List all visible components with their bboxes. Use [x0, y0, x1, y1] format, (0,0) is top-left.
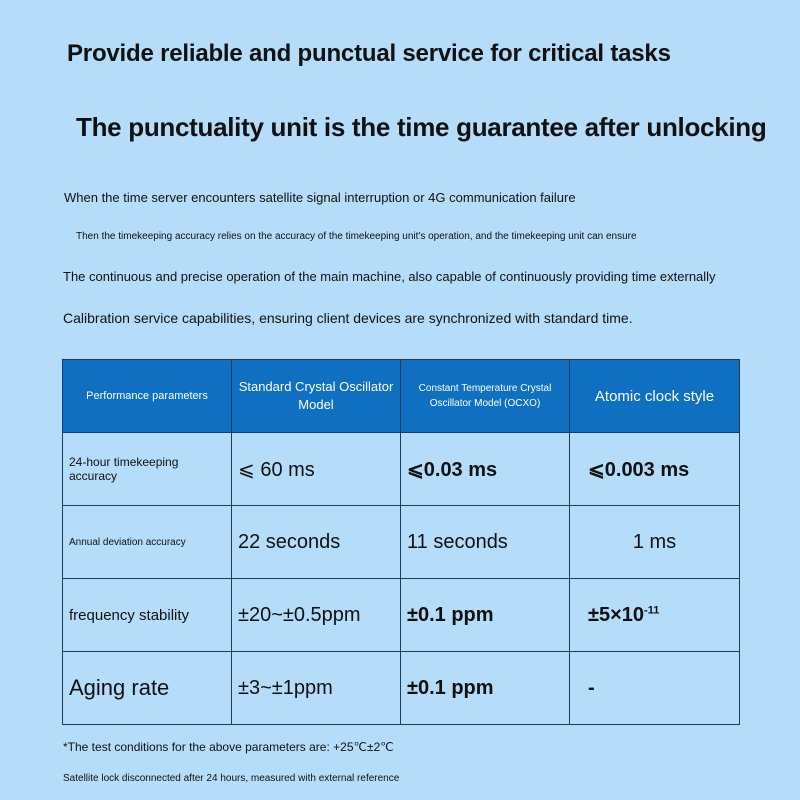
- header-standard-crystal: Standard Crystal Oscillator Model: [232, 360, 401, 433]
- header-performance-parameters: Performance parameters: [63, 360, 232, 433]
- cell-atomic-aging: -: [570, 652, 740, 725]
- intro-paragraph-1: When the time server encounters satellite signal interruption or 4G communication failure: [64, 190, 576, 205]
- cell-standard-stability: ±20~±0.5ppm: [232, 579, 401, 652]
- table-header-row: [63, 360, 740, 433]
- page-title: Provide reliable and punctual service for critical tasks: [67, 40, 671, 67]
- table-row: [63, 433, 740, 506]
- atomic-stability-exponent: -11: [644, 603, 660, 616]
- table-row: [63, 652, 740, 725]
- intro-paragraph-4: Calibration service capabilities, ensuring client devices are synchronized with standard time.: [63, 310, 633, 326]
- header-atomic-clock: Atomic clock style: [570, 360, 740, 433]
- cell-standard-timekeeping: ⩽ 60 ms: [232, 433, 401, 506]
- cell-atomic-annual: 1 ms: [570, 506, 740, 579]
- page-subtitle: The punctuality unit is the time guarantee after unlocking: [76, 112, 767, 142]
- intro-paragraph-3: The continuous and precise operation of the main machine, also capable of continuously providing time externally: [63, 269, 716, 284]
- measurement-note: Satellite lock disconnected after 24 hours, measured with external reference: [63, 773, 400, 784]
- specification-table: [62, 359, 740, 725]
- row-label-timekeeping-accuracy: 24-hour timekeeping accuracy: [63, 433, 232, 506]
- cell-ocxo-aging: ±0.1 ppm: [401, 652, 570, 725]
- row-label-annual-deviation: Annual deviation accuracy: [63, 506, 232, 579]
- cell-ocxo-timekeeping: ⩽0.03 ms: [401, 433, 570, 506]
- test-conditions-note: *The test conditions for the above parameters are: +25℃±2℃: [63, 740, 394, 754]
- table-row: [63, 579, 740, 652]
- cell-ocxo-stability: ±0.1 ppm: [401, 579, 570, 652]
- cell-atomic-stability: [570, 579, 740, 652]
- cell-atomic-timekeeping: ⩽0.003 ms: [570, 433, 740, 506]
- cell-ocxo-annual: 11 seconds: [401, 506, 570, 579]
- cell-standard-aging: ±3~±1ppm: [232, 652, 401, 725]
- row-label-frequency-stability: frequency stability: [63, 579, 232, 652]
- table-row: [63, 506, 740, 579]
- row-label-aging-rate: Aging rate: [63, 652, 232, 725]
- header-ocxo: Constant Temperature Crystal Oscillator Model (OCXO): [401, 360, 570, 433]
- intro-paragraph-2: Then the timekeeping accuracy relies on the accuracy of the timekeeping unit's operation, and the timekeeping unit can ensure: [76, 231, 637, 242]
- atomic-stability-base: ±5×10: [588, 603, 645, 626]
- cell-standard-annual: 22 seconds: [232, 506, 401, 579]
